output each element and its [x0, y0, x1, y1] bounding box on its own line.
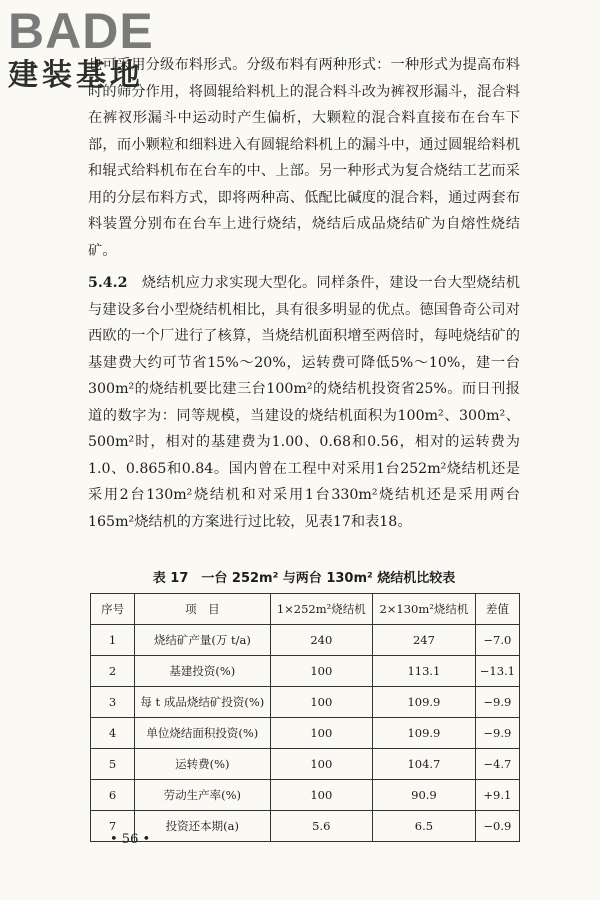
- table-cell: 104.7: [373, 749, 476, 780]
- table-header-row: [91, 594, 520, 625]
- table-cell: 109.9: [373, 687, 476, 718]
- table-cell: 劳动生产率(%): [135, 780, 270, 811]
- table-cell: −7.0: [475, 625, 519, 656]
- table-cell: 240: [270, 625, 373, 656]
- table-cell: 247: [373, 625, 476, 656]
- section-paragraph: [88, 270, 520, 535]
- table-cell: −9.9: [475, 718, 519, 749]
- body-text: [88, 52, 520, 535]
- header-cell: 差值: [475, 594, 519, 625]
- logo-sub-text: 建装基地: [8, 58, 144, 93]
- table-row: [91, 687, 520, 718]
- section-number: 5.4.2: [88, 275, 128, 291]
- table-cell: 113.1: [373, 656, 476, 687]
- header-cell: 序号: [91, 594, 135, 625]
- table-cell: −0.9: [475, 811, 519, 842]
- table-cell: 100: [270, 718, 373, 749]
- table-row: [91, 780, 520, 811]
- table-cell: 100: [270, 656, 373, 687]
- table-row: [91, 749, 520, 780]
- table-cell: 烧结矿产量(万 t/a): [135, 625, 270, 656]
- table-cell: 5.6: [270, 811, 373, 842]
- table-cell: 100: [270, 687, 373, 718]
- table-cell: 100: [270, 749, 373, 780]
- table-cell: 单位烧结面积投资(%): [135, 718, 270, 749]
- table-row: [91, 811, 520, 842]
- comparison-table: [90, 593, 520, 842]
- table-cell: 4: [91, 718, 135, 749]
- table-cell: 3: [91, 687, 135, 718]
- table-cell: 100: [270, 780, 373, 811]
- table-cell: 7: [91, 811, 135, 842]
- table-cell: 109.9: [373, 718, 476, 749]
- table-cell: −4.7: [475, 749, 519, 780]
- paragraph: 也可采用分级布料形式。分级布料有两种形式：一种形式为提高布料时的筛分作用，将圆辊给料机上的混合料斗改为裤衩形漏斗，混合料在裤衩形漏斗中运动时产生偏析，大颗粒的混合料直接布在台车下部，而小颗粒和细料进入有圆辊给料机上的漏斗中，通过圆辊给料机和辊式给料机布在台车的中、上部。另一种形式为复合烧结工艺而采用的分层布料方式，即将两种高、低配比碱度的混合料，通过两套布料装置分别布在台车上进行烧结，烧结后成品烧结矿为自熔性烧结矿。: [88, 57, 520, 259]
- table-cell: 2: [91, 656, 135, 687]
- table-cell: 投资还本期(a): [135, 811, 270, 842]
- table-caption: 表 17 一台 252m² 与两台 130m² 烧结机比较表: [152, 571, 456, 586]
- table-cell: 基建投资(%): [135, 656, 270, 687]
- table-cell: −9.9: [475, 687, 519, 718]
- section-text: 烧结机应力求实现大型化。同样条件，建设一台大型烧结机与建设多台小型烧结机相比，具有很多明显的优点。德国鲁奇公司对西欧的一个厂进行了核算，当烧结机面积增至两倍时，每吨烧结矿的基建费大约可节省15%～20%，运转费可降低5%～10%，建一台300m²的烧结机要比建三台100m²的烧结机投资省25%。而日刊报道的数字为：同等规模，当建设的烧结机面积为100m²、300m²、500m²时，相对的基建费为1.00、0.68和0.56，相对的运转费为1.0、0.865和0.84。国内曾在工程中对采用1台252m²烧结机还是采用2台130m²烧结机和对采用1台330m²烧结机还是采用两台165m²烧结机的方案进行过比较，见表17和表18。: [88, 275, 520, 530]
- table-cell: −13.1: [475, 656, 519, 687]
- table-row: [91, 625, 520, 656]
- table-row: [91, 656, 520, 687]
- table-row: [91, 718, 520, 749]
- table-cell: 1: [91, 625, 135, 656]
- table-cell: 运转费(%): [135, 749, 270, 780]
- table-cell: 6.5: [373, 811, 476, 842]
- header-cell: 2×130m²烧结机: [373, 594, 476, 625]
- table-cell: +9.1: [475, 780, 519, 811]
- header-cell: 1×252m²烧结机: [270, 594, 373, 625]
- page-number: • 56 •: [110, 832, 151, 847]
- header-cell: 项 目: [135, 594, 270, 625]
- logo-main-text: BADE: [8, 3, 154, 59]
- table-cell: 6: [91, 780, 135, 811]
- table-cell: 90.9: [373, 780, 476, 811]
- table-cell: 每 t 成品烧结矿投资(%): [135, 687, 270, 718]
- table-cell: 5: [91, 749, 135, 780]
